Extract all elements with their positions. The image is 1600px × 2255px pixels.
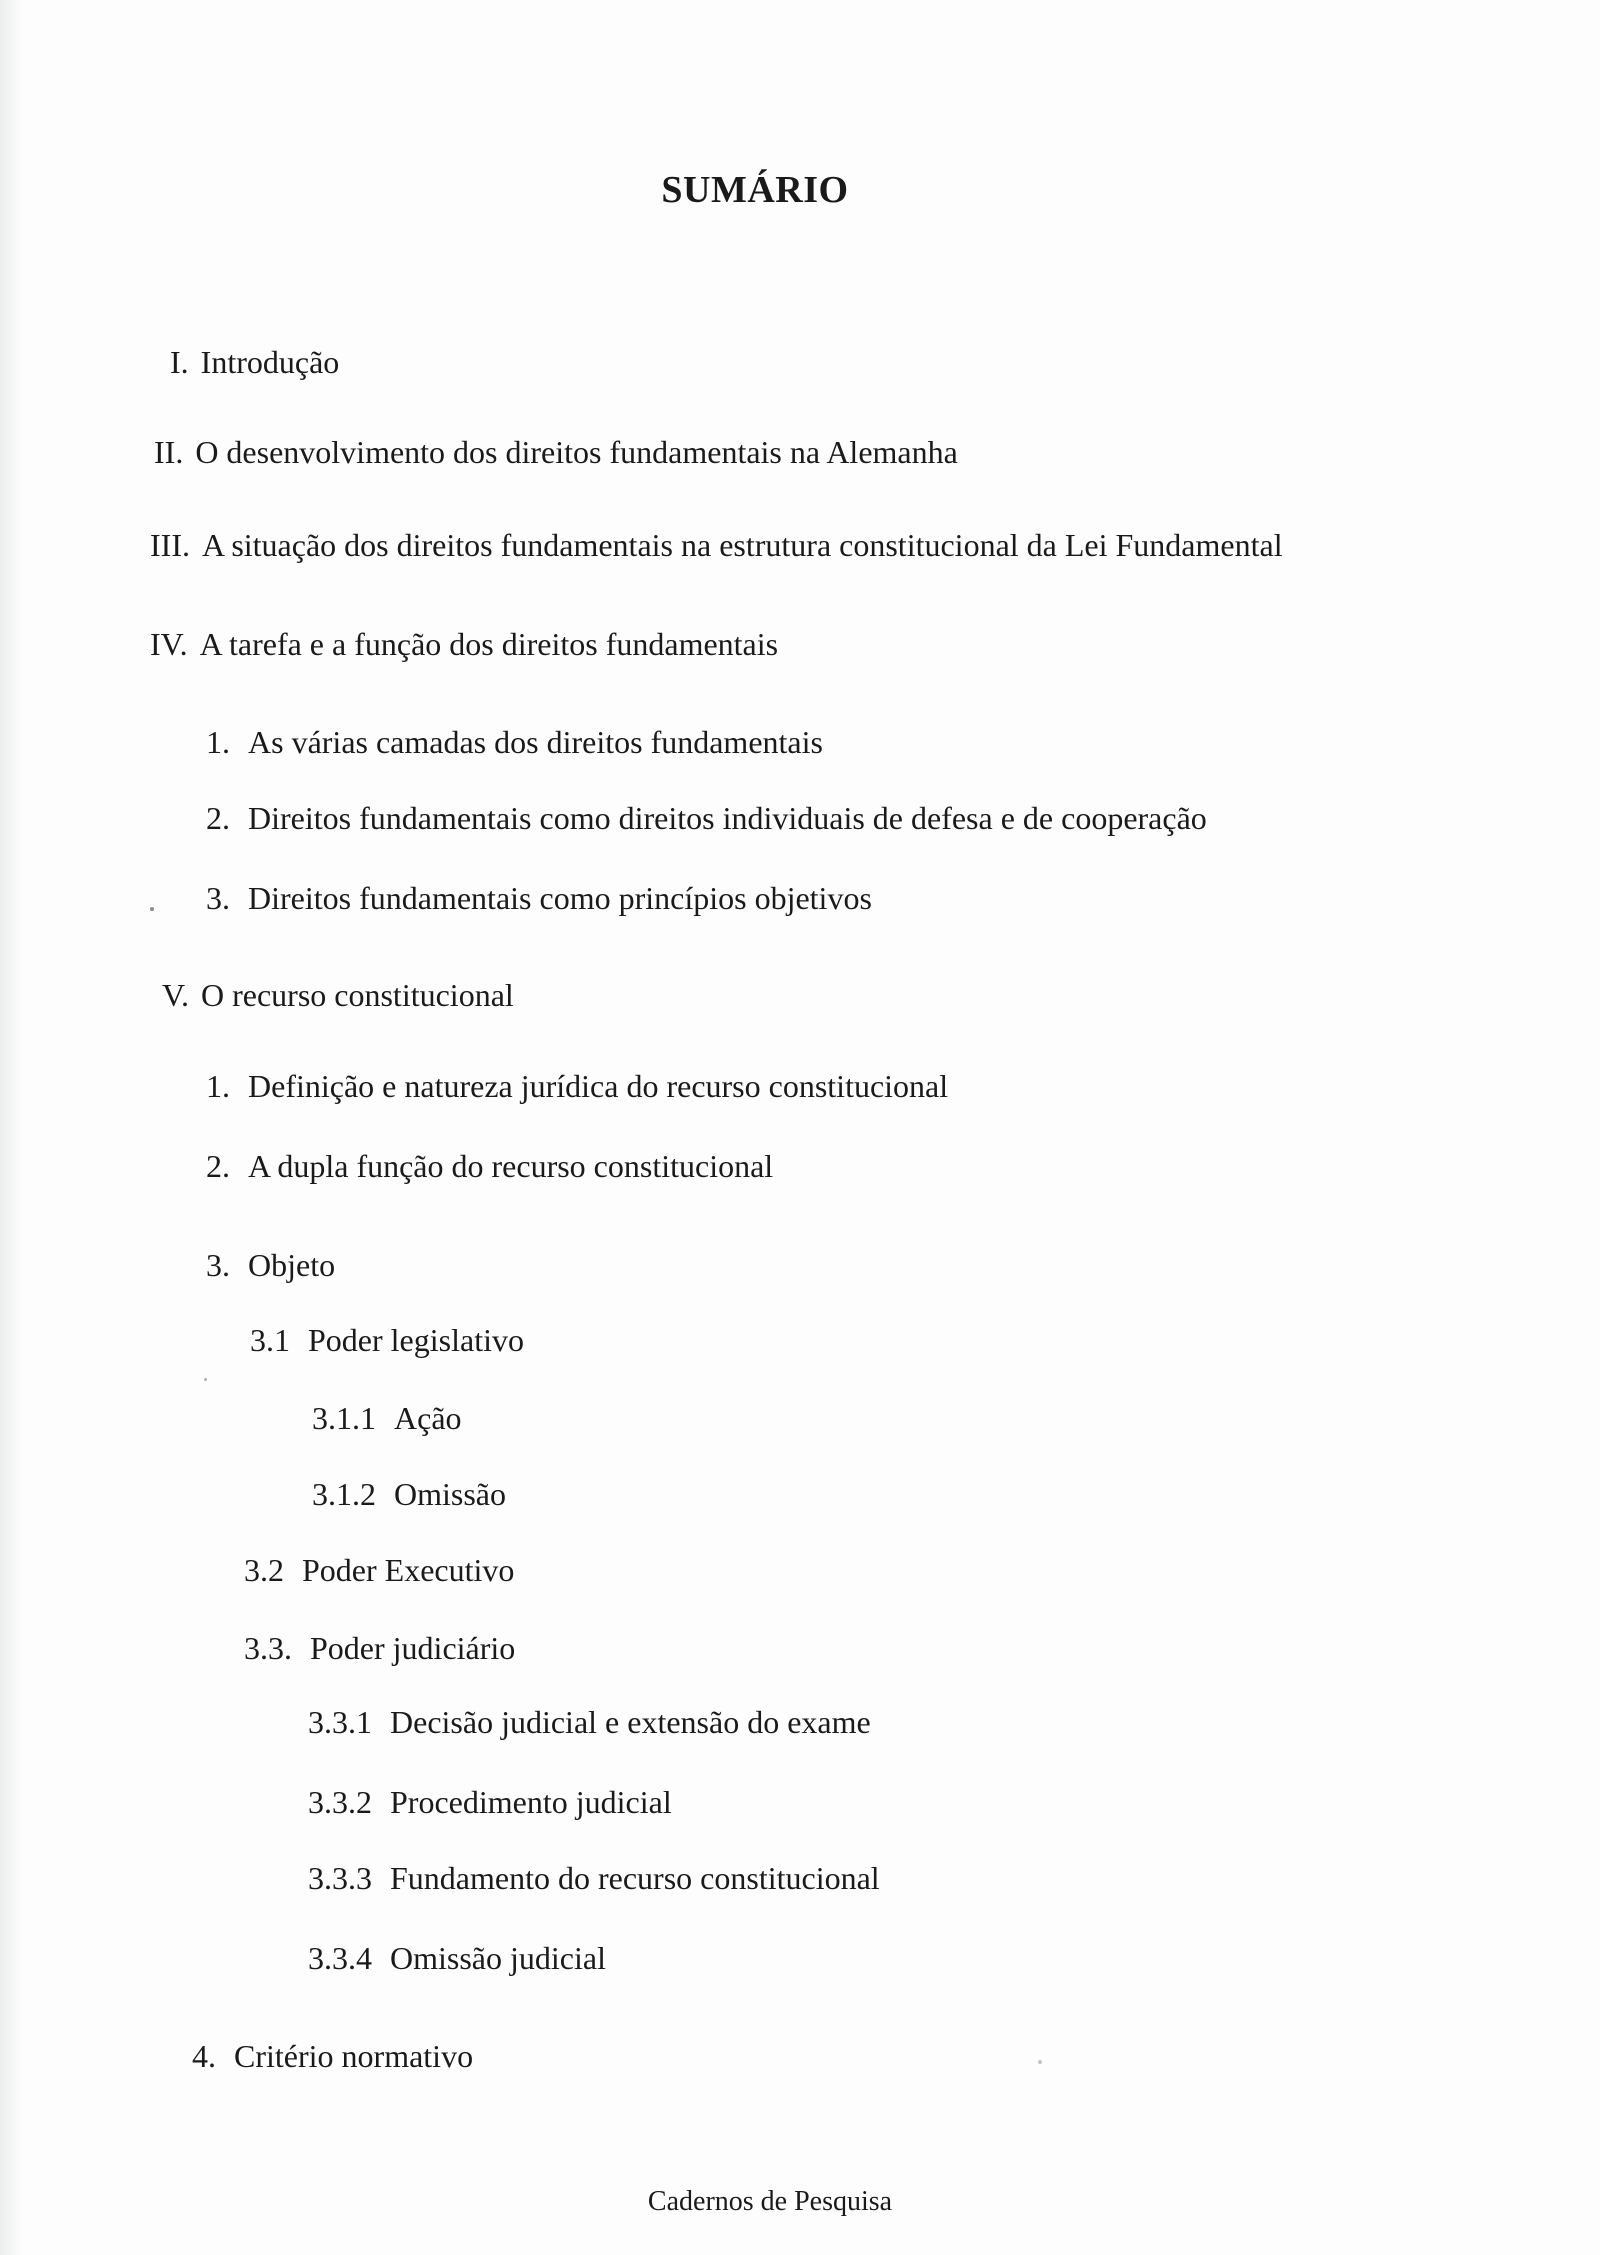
toc-entry [250,1320,524,1360]
toc-entry-text: A tarefa e a função dos direitos fundamentais [199,626,779,662]
toc-entry-text: A dupla função do recurso constitucional [248,1148,774,1184]
scan-speck [204,1378,207,1381]
toc-entry-number: I. [170,344,189,380]
toc-entry [206,1066,948,1106]
toc-entry-text: Omissão [394,1476,506,1512]
toc-entry-number: 3. [206,1247,230,1283]
toc-entry-number: 4. [192,2038,216,2074]
toc-entry [206,1245,335,1285]
toc-entry [308,1702,871,1742]
toc-entry-text: Poder Executivo [302,1552,515,1588]
toc-entry-text: Omissão judicial [390,1940,606,1976]
toc-entry-text: Direitos fundamentais como direitos individuais de defesa e de cooperação [248,800,1207,836]
toc-entry [162,975,514,1015]
toc-entry [150,624,778,664]
toc-entry [308,1782,672,1822]
toc-entry [150,525,1283,565]
toc-entry [308,1858,880,1898]
toc-entry [206,878,872,918]
toc-entry-number: 3.3.3 [308,1860,372,1896]
toc-entry-number: IV. [150,626,188,662]
toc-entry-text: O recurso constitucional [200,977,514,1013]
toc-entry-number: 1. [206,724,230,760]
scan-speck [150,907,154,911]
toc-entry [206,1146,773,1186]
toc-entry-number: 3. [206,880,230,916]
toc-entry-text: O desenvolvimento dos direitos fundamentais na Alemanha [195,434,958,470]
toc-entry-number: 3.1 [250,1322,290,1358]
toc-entry-text: A situação dos direitos fundamentais na estrutura constitucional da Lei Fundamental [201,527,1283,563]
toc-entry [244,1550,514,1590]
toc-entry [192,2036,473,2076]
toc-entry [206,798,1207,838]
toc-entry-number: III. [150,527,190,563]
toc-entry-text: Poder legislativo [308,1322,524,1358]
toc-entry-text: Ação [394,1400,462,1436]
toc-entry-number: 3.3.2 [308,1784,372,1820]
toc-entry-text: Definição e natureza jurídica do recurso constitucional [248,1068,949,1104]
toc-entry-text: Introdução [200,344,340,380]
toc-entry-number: 3.3.1 [308,1704,372,1740]
toc-entry-number: II. [154,434,184,470]
page-footer: Cadernos de Pesquisa [647,2186,893,2217]
toc-entry-number: 1. [206,1068,230,1104]
toc-entry-number: 2. [206,1148,230,1184]
toc-entry [170,342,339,382]
toc-entry-number: 3.3. [244,1630,292,1666]
toc-entry-text: As várias camadas dos direitos fundamentais [248,724,823,760]
toc-entry-text: Poder judiciário [310,1630,516,1666]
toc-entry-text: Objeto [248,1247,336,1283]
toc-entry-text: Decisão judicial e extensão do exame [390,1704,871,1740]
toc-entry-number: 3.1.2 [312,1476,376,1512]
toc-entry-text: Direitos fundamentais como princípios objetivos [248,880,872,916]
toc-entry [312,1474,506,1514]
toc-entry [154,432,958,472]
toc-entry [312,1398,462,1438]
toc-entry [308,1938,606,1978]
scan-edge-shadow [0,0,22,2255]
toc-entry-number: 3.2 [244,1552,284,1588]
toc-entry-text: Procedimento judicial [390,1784,672,1820]
toc-entry-number: 3.1.1 [312,1400,376,1436]
toc-entry-number: 3.3.4 [308,1940,372,1976]
toc-entry [244,1628,515,1668]
page-title: SUMÁRIO [661,169,849,211]
toc-entry [206,722,823,762]
toc-entry-text: Critério normativo [234,2038,474,2074]
toc-entry-text: Fundamento do recurso constitucional [390,1860,880,1896]
scan-speck [1038,2060,1042,2064]
toc-entry-number: 2. [206,800,230,836]
toc-entry-number: V. [162,977,189,1013]
